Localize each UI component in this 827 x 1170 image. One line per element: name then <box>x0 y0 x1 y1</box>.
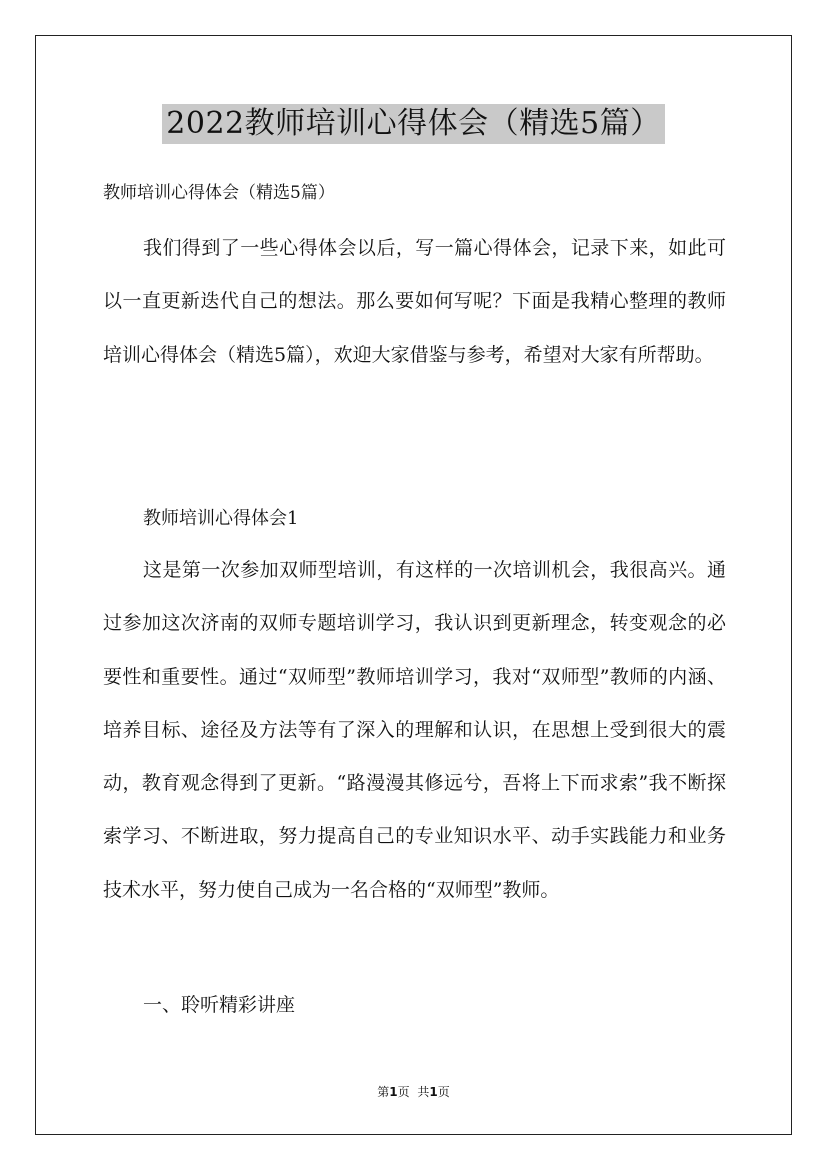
footer-page-current: 1 <box>389 1085 398 1099</box>
document-title-text: 2022教师培训心得体会（精选5篇） <box>162 104 664 144</box>
footer-total-prefix: 共 <box>417 1085 430 1099</box>
page-footer <box>0 1084 827 1100</box>
footer-page-prefix: 第 <box>377 1085 390 1099</box>
section-1-heading: 教师培训心得体会1 <box>143 508 299 529</box>
document-subtitle: 教师培训心得体会（精选5篇） <box>103 183 335 203</box>
document-title <box>0 103 827 144</box>
footer-page-total: 1 <box>429 1085 438 1099</box>
section-1-paragraph: 这是第一次参加双师型培训，有这样的一次培训机会，我很高兴。通过参加这次济南的双师专题培训学习，我认识到更新理念，转变观念的必要性和重要性。通过“双师型”教师培训学习，我对“双师型”教师的内涵、培养目标、途径及方法等有了深入的理解和认识，在思想上受到很大的震动，教育观念得到了更新。“路漫漫其修远兮，吾将上下而求索”我不断探索学习、不断进取，努力提高自己的专业知识水平、动手实践能力和业务技术水平，努力使自己成为一名合格的“双师型”教师。 <box>103 559 726 901</box>
footer-total-label: 页 <box>437 1085 450 1099</box>
intro-paragraph: 我们得到了一些心得体会以后，写一篇心得体会，记录下来，如此可以一直更新迭代自己的想法。那么要如何写呢？下面是我精心整理的教师培训心得体会（精选5篇），欢迎大家借鉴与参考，希望对大家有所帮助。 <box>103 237 726 366</box>
lecture-subheading: 一、聆听精彩讲座 <box>143 994 296 1016</box>
footer-page-label: 页 <box>397 1085 410 1099</box>
